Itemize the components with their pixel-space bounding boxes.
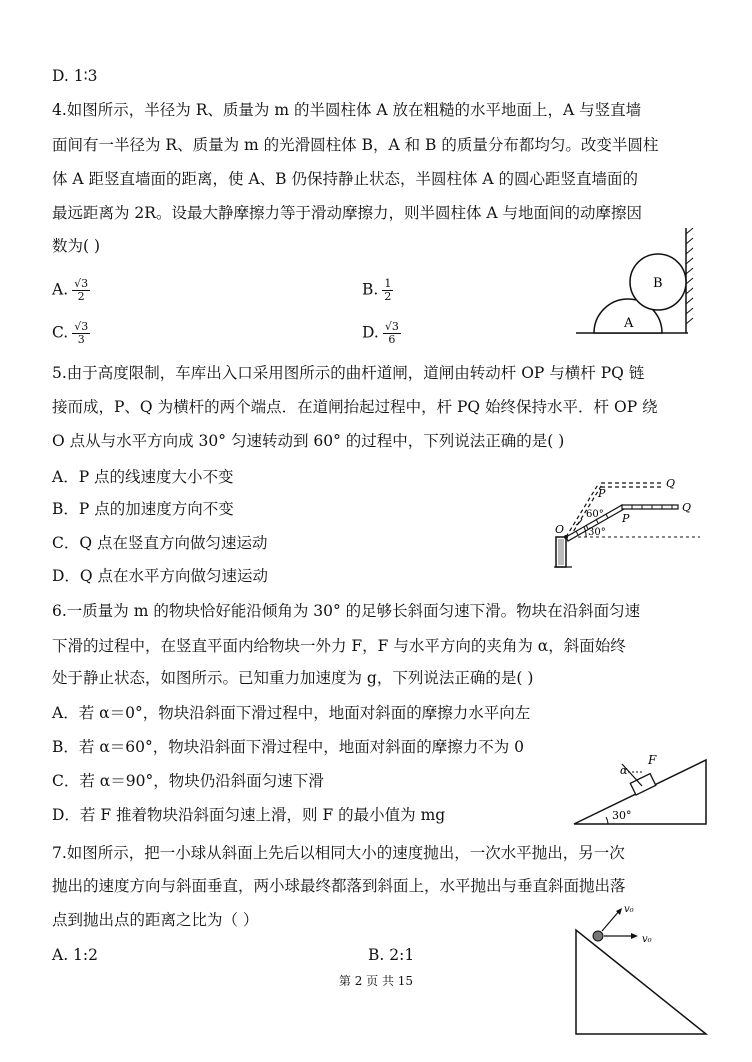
q6-option-b: B．若 α＝60°，物块沿斜面下滑过程中，地面对斜面的摩擦力不为 0	[52, 738, 525, 756]
q5-option-c: C．Q 点在竖直方向做匀速运动	[52, 534, 268, 552]
q6-stem-line-2: 下滑的过程中，在竖直平面内给物块一外力 F，F 与水平方向的夹角为 α，斜面始终	[52, 637, 626, 655]
wall-hatching	[686, 228, 693, 324]
q6-figure	[572, 748, 712, 828]
q4-option-a: A. $\frac{√3}{2}$	[52, 277, 89, 303]
q7-stem-line-1: 7.如图所示，把一小球从斜面上先后以相同大小的速度抛出，一次水平抛出，另一次	[52, 844, 625, 862]
label-30: 30°	[612, 809, 632, 822]
label-o: O	[555, 523, 565, 536]
q5-option-d: D．Q 点在水平方向做匀速运动	[52, 567, 269, 585]
ball	[593, 931, 603, 941]
label-b: B	[653, 276, 663, 291]
label-p-lower: P	[622, 512, 630, 525]
q5-option-a: A．P 点的线速度大小不变	[52, 468, 234, 486]
q3-option-d: D. 1∶3	[52, 67, 98, 85]
q6-stem-line-1: 6.一质量为 m 的物块恰好能沿倾角为 30° 的足够长斜面匀速下滑。物块在沿斜面匀速	[52, 602, 641, 620]
q7-figure	[572, 900, 712, 1040]
label-alpha: α	[620, 764, 628, 777]
q4-option-d: D. $\frac{√3}{6}$	[362, 320, 399, 346]
q7-stem-line-2: 抛出的速度方向与斜面垂直，两小球最终都落到斜面上，水平抛出与垂直斜面抛出落	[52, 877, 626, 895]
q4-option-b: B. $\frac{1}{2}$	[362, 277, 392, 303]
label-30: 30°	[588, 527, 606, 538]
label-v0-up: v₀	[624, 904, 634, 915]
label-q-upper: Q	[666, 477, 676, 490]
q4-stem-line-4: 最远距离为 2R。设最大静摩擦力等于滑动摩擦力，则半圆柱体 A 与地面间的动摩擦因	[52, 204, 643, 222]
q7-option-a: A. 1:2	[52, 946, 98, 964]
q5-figure	[552, 475, 702, 570]
q4-stem-line-5: 数为( )	[52, 237, 101, 255]
q5-stem-line-1: 5.由于高度限制，车库出入口采用图所示的曲杆道闸，道闸由转动杆 OP 与横杆 PQ 链	[52, 364, 645, 382]
q6-stem-line-3: 处于静止状态，如图所示。已知重力加速度为 g，下列说法正确的是( )	[52, 669, 534, 687]
q5-option-b: B．P 点的加速度方向不变	[52, 500, 234, 518]
q5-stem-line-3: O 点从与水平方向成 30° 匀速转动到 60° 的过程中，下列说法正确的是( )	[52, 432, 565, 450]
gate-post-shade	[558, 539, 564, 565]
q4-figure	[576, 228, 696, 338]
page-footer: 第 2 页 共 15	[338, 974, 414, 988]
label-60: 60°	[586, 509, 604, 520]
label-q-lower: Q	[682, 501, 692, 514]
q6-option-a: A．若 α＝0°，物块沿斜面下滑过程中，地面对斜面的摩擦力水平向左	[52, 704, 531, 722]
q6-option-d: D．若 F 推着物块沿斜面匀速上滑，则 F 的最小值为 mg	[52, 806, 446, 824]
q4-stem-line-1: 4.如图所示，半径为 R、质量为 m 的半圆柱体 A 放在粗糙的水平地面上，A 与竖直墙	[52, 101, 642, 119]
q5-stem-line-2: 接而成，P、Q 为横杆的两个端点．在道闸抬起过程中，杆 PQ 始终保持水平．杆 OP 绕	[52, 398, 658, 416]
label-a: A	[624, 316, 634, 331]
label-v0-right: v₀	[642, 934, 652, 945]
label-f: F	[648, 753, 657, 767]
q7-stem-line-3: 点到抛出点的距离之比为（ ）	[52, 911, 259, 929]
q6-option-c: C．若 α＝90°，物块仍沿斜面匀速下滑	[52, 772, 324, 790]
q7-option-b: B. 2:1	[368, 946, 415, 964]
q4-stem-line-2: 面间有一半径为 R、质量为 m 的光滑圆柱体 B，A 和 B 的质量分布都均匀。改变半圆柱	[52, 136, 659, 154]
label-p-upper: P	[598, 487, 606, 500]
velocity-up	[602, 910, 620, 931]
pivot-o	[564, 535, 568, 539]
rod-pq-lower	[622, 505, 678, 509]
q4-stem-line-3: 体 A 距竖直墙面的距离，使 A、B 仍保持静止状态，半圆柱体 A 的圆心距竖直墙面的	[52, 170, 639, 188]
velocity-right-arrowhead	[631, 933, 638, 939]
q4-option-c: C. $\frac{√3}{3}$	[52, 320, 89, 346]
